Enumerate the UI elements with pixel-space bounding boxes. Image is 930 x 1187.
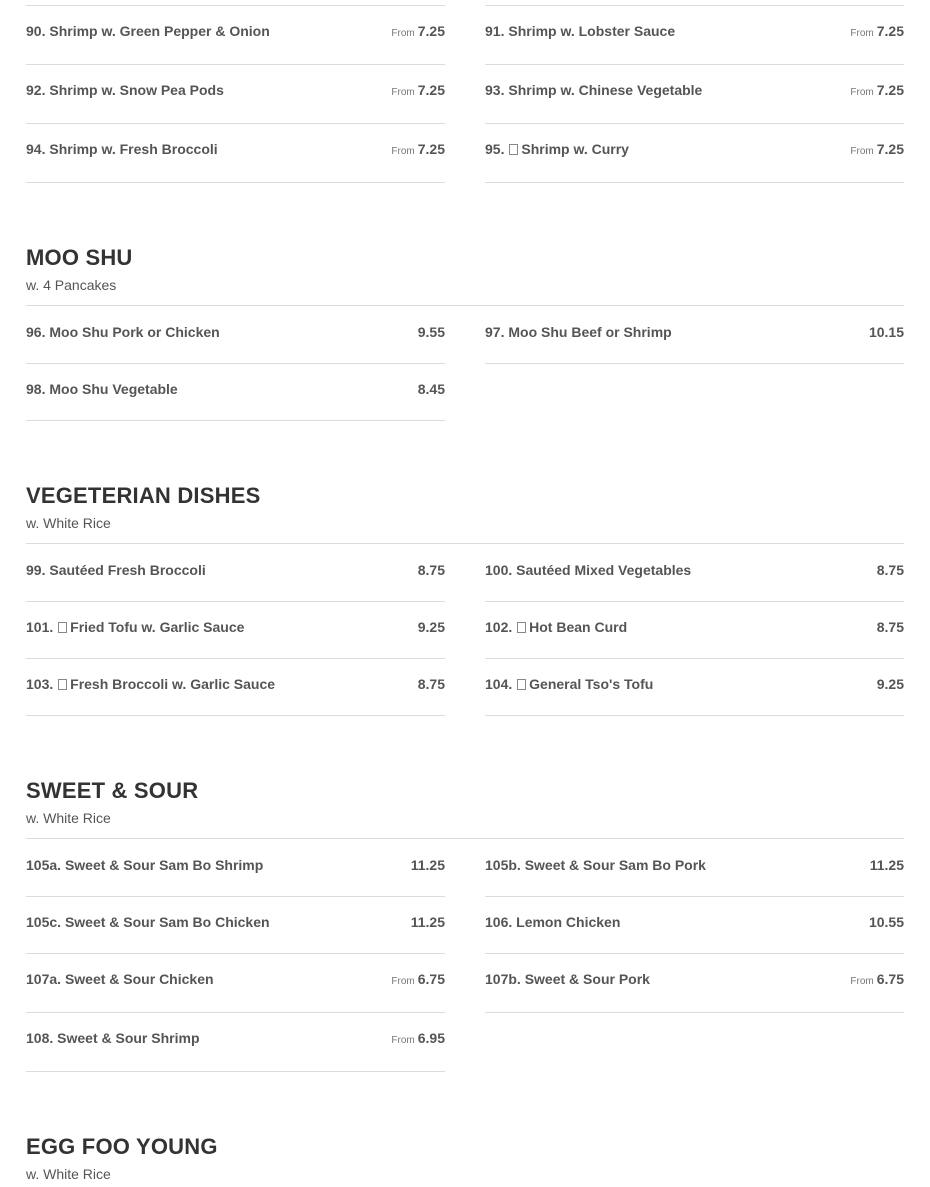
spicy-icon bbox=[509, 144, 518, 155]
item-name: 107b. Sweet & Sour Pork bbox=[485, 971, 650, 987]
item-name: 97. Moo Shu Beef or Shrimp bbox=[485, 324, 672, 340]
spicy-icon bbox=[58, 679, 67, 690]
menu-item[interactable] bbox=[26, 659, 445, 716]
item-name: 105b. Sweet & Sour Sam Bo Pork bbox=[485, 857, 706, 873]
section-subtitle: w. 4 Pancakes bbox=[26, 277, 117, 293]
item-name: 99. Sautéed Fresh Broccoli bbox=[26, 562, 206, 578]
menu-item[interactable] bbox=[26, 124, 445, 183]
item-price: 8.75 bbox=[417, 562, 445, 578]
item-name: 94. Shrimp w. Fresh Broccoli bbox=[26, 141, 218, 157]
item-price: 9.25 bbox=[417, 619, 445, 635]
item-price: 9.25 bbox=[876, 676, 904, 692]
menu-item[interactable] bbox=[26, 839, 445, 897]
item-name: 92. Shrimp w. Snow Pea Pods bbox=[26, 82, 224, 98]
menu-item[interactable] bbox=[26, 954, 445, 1013]
item-name: 96. Moo Shu Pork or Chicken bbox=[26, 324, 220, 340]
spicy-icon bbox=[517, 622, 526, 633]
item-price: 11.25 bbox=[410, 914, 445, 930]
item-name: 105c. Sweet & Sour Sam Bo Chicken bbox=[26, 914, 270, 930]
item-price: From 7.25 bbox=[850, 23, 904, 39]
menu-item[interactable] bbox=[485, 839, 904, 897]
item-name: 105a. Sweet & Sour Sam Bo Shrimp bbox=[26, 857, 264, 873]
item-price: From 7.25 bbox=[850, 82, 904, 98]
item-price: 8.75 bbox=[417, 676, 445, 692]
item-name: 106. Lemon Chicken bbox=[485, 914, 621, 930]
section-subtitle: w. White Rice bbox=[26, 515, 111, 531]
item-price: From 7.25 bbox=[391, 23, 445, 39]
item-name: 107a. Sweet & Sour Chicken bbox=[26, 971, 214, 987]
item-name: 101. Fried Tofu w. Garlic Sauce bbox=[26, 619, 245, 635]
item-price: From 7.25 bbox=[850, 141, 904, 157]
item-name: 91. Shrimp w. Lobster Sauce bbox=[485, 23, 676, 39]
item-price: From 6.75 bbox=[391, 971, 445, 987]
section-title: SWEET & SOUR bbox=[26, 778, 199, 803]
menu-item[interactable] bbox=[26, 306, 445, 364]
item-price: 10.15 bbox=[868, 324, 904, 340]
item-name: 95. Shrimp w. Curry bbox=[485, 141, 629, 157]
item-name: 93. Shrimp w. Chinese Vegetable bbox=[485, 82, 703, 98]
item-price: 11.25 bbox=[410, 857, 445, 873]
section-title: MOO SHU bbox=[26, 245, 133, 270]
item-name: 108. Sweet & Sour Shrimp bbox=[26, 1030, 200, 1046]
menu-item[interactable] bbox=[26, 897, 445, 954]
item-name: 103. Fresh Broccoli w. Garlic Sauce bbox=[26, 676, 276, 692]
item-name: 90. Shrimp w. Green Pepper & Onion bbox=[26, 23, 270, 39]
menu-item[interactable] bbox=[485, 6, 904, 65]
menu-item[interactable] bbox=[485, 659, 904, 716]
menu-item[interactable] bbox=[485, 954, 904, 1013]
item-name: 100. Sautéed Mixed Vegetables bbox=[485, 562, 692, 578]
menu-item[interactable] bbox=[26, 6, 445, 65]
item-price: From 7.25 bbox=[391, 141, 445, 157]
menu-item[interactable] bbox=[26, 364, 445, 421]
menu-item[interactable] bbox=[485, 124, 904, 183]
menu-item[interactable] bbox=[485, 602, 904, 659]
item-price: 8.75 bbox=[876, 562, 904, 578]
spicy-icon bbox=[517, 679, 526, 690]
menu-item[interactable] bbox=[26, 1013, 445, 1072]
menu-item[interactable] bbox=[26, 65, 445, 124]
menu-item[interactable] bbox=[485, 306, 904, 364]
item-name: 98. Moo Shu Vegetable bbox=[26, 381, 178, 397]
menu-item[interactable] bbox=[485, 65, 904, 124]
item-name: 102. Hot Bean Curd bbox=[485, 619, 628, 635]
section-title: VEGETERIAN DISHES bbox=[26, 483, 261, 508]
item-name: 104. General Tso's Tofu bbox=[485, 676, 654, 692]
section-title: EGG FOO YOUNG bbox=[26, 1134, 218, 1159]
spicy-icon bbox=[58, 622, 67, 633]
item-price: 8.75 bbox=[876, 619, 904, 635]
item-price: 9.55 bbox=[417, 324, 445, 340]
menu-item[interactable] bbox=[485, 897, 904, 954]
item-price: From 7.25 bbox=[391, 82, 445, 98]
menu-item[interactable] bbox=[485, 544, 904, 602]
item-price: From 6.75 bbox=[850, 971, 904, 987]
item-price: 8.45 bbox=[417, 381, 445, 397]
section-subtitle: w. White Rice bbox=[26, 810, 111, 826]
menu-item[interactable] bbox=[26, 544, 445, 602]
section-subtitle: w. White Rice bbox=[26, 1166, 111, 1182]
menu-item[interactable] bbox=[26, 602, 445, 659]
item-price: From 6.95 bbox=[391, 1030, 445, 1046]
item-price: 11.25 bbox=[869, 857, 904, 873]
item-price: 10.55 bbox=[868, 914, 904, 930]
